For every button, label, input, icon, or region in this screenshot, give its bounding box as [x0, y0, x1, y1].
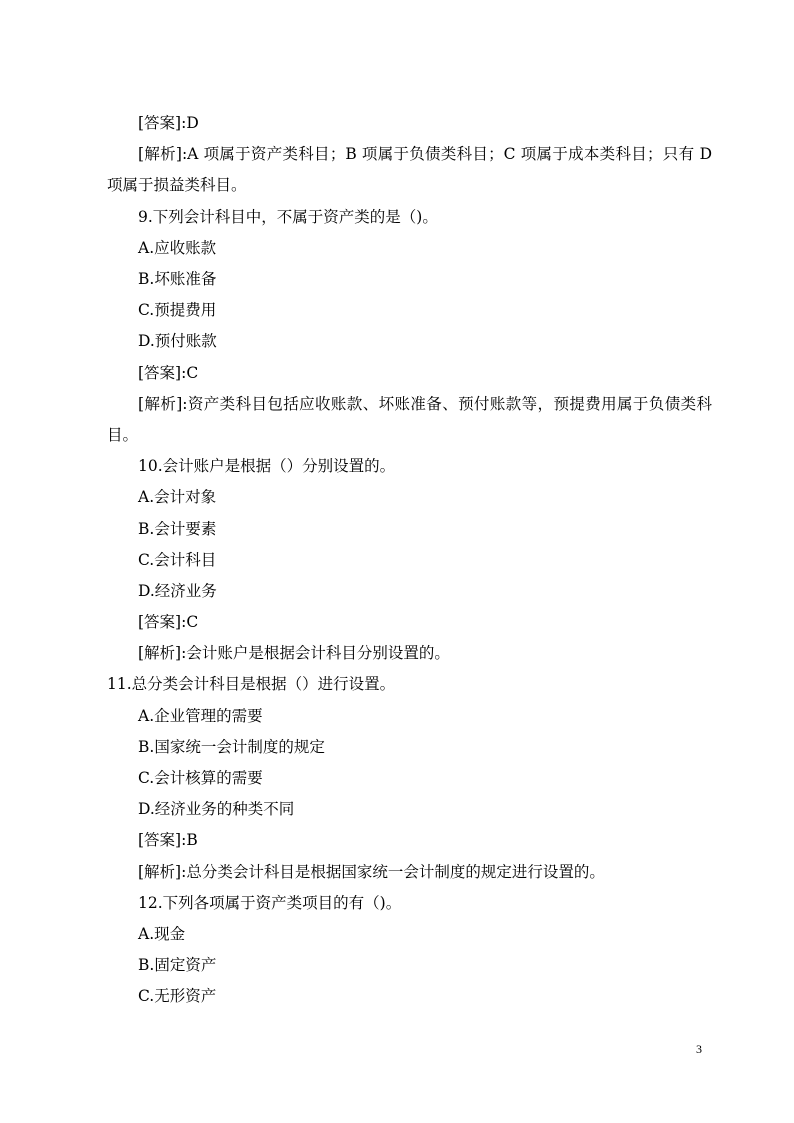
option-d: D.预付账款: [138, 332, 217, 351]
option-b: B.会计要素: [138, 519, 217, 538]
explanation-line: [解析]:会计账户是根据会计科目分别设置的。: [138, 644, 450, 663]
explanation-paragraph: [解析]:A 项属于资产类科目；B 项属于负债类科目；C 项属于成本类科目；只有 D 项属于损益类科目。: [107, 145, 712, 195]
option-c: C.会计核算的需要: [138, 769, 263, 787]
option-a: A.会计对象: [138, 488, 217, 507]
option-a: A.应收账款: [138, 238, 217, 257]
answer-line: [答案]:C: [138, 363, 199, 382]
question-12: 12.下列各项属于资产类项目的有（)。: [138, 893, 402, 912]
option-a: A.现金: [138, 924, 186, 943]
explanation-paragraph: [解析]:资产类科目包括应收账款、坏账准备、预付账款等，预提费用属于负债类科目。: [107, 394, 712, 444]
answer-line: [答案]:D: [138, 114, 199, 132]
option-d: D.经济业务: [138, 581, 217, 600]
question-9: 9.下列会计科目中，不属于资产类的是（)。: [138, 207, 438, 226]
option-b: B.坏账准备: [138, 269, 217, 288]
option-c: C.预提费用: [138, 301, 217, 320]
option-c: C.无形资产: [138, 987, 217, 1006]
question-10: 10.会计账户是根据（）分别设置的。: [138, 457, 396, 476]
page-content: [107, 108, 727, 1013]
question-11: 11.总分类会计科目是根据（）进行设置。: [107, 675, 396, 694]
option-a: A.企业管理的需要: [138, 706, 263, 725]
page-number: 3: [696, 1042, 702, 1056]
option-d: D.经济业务的种类不同: [138, 800, 295, 819]
answer-line: [答案]:B: [138, 831, 198, 850]
answer-line: [答案]:C: [138, 613, 199, 632]
option-c: C.会计科目: [138, 550, 217, 569]
option-b: B.固定资产: [138, 956, 217, 975]
explanation-line: [解析]:总分类会计科目是根据国家统一会计制度的规定进行设置的。: [138, 862, 605, 881]
option-b: B.国家统一会计制度的规定: [138, 737, 325, 756]
